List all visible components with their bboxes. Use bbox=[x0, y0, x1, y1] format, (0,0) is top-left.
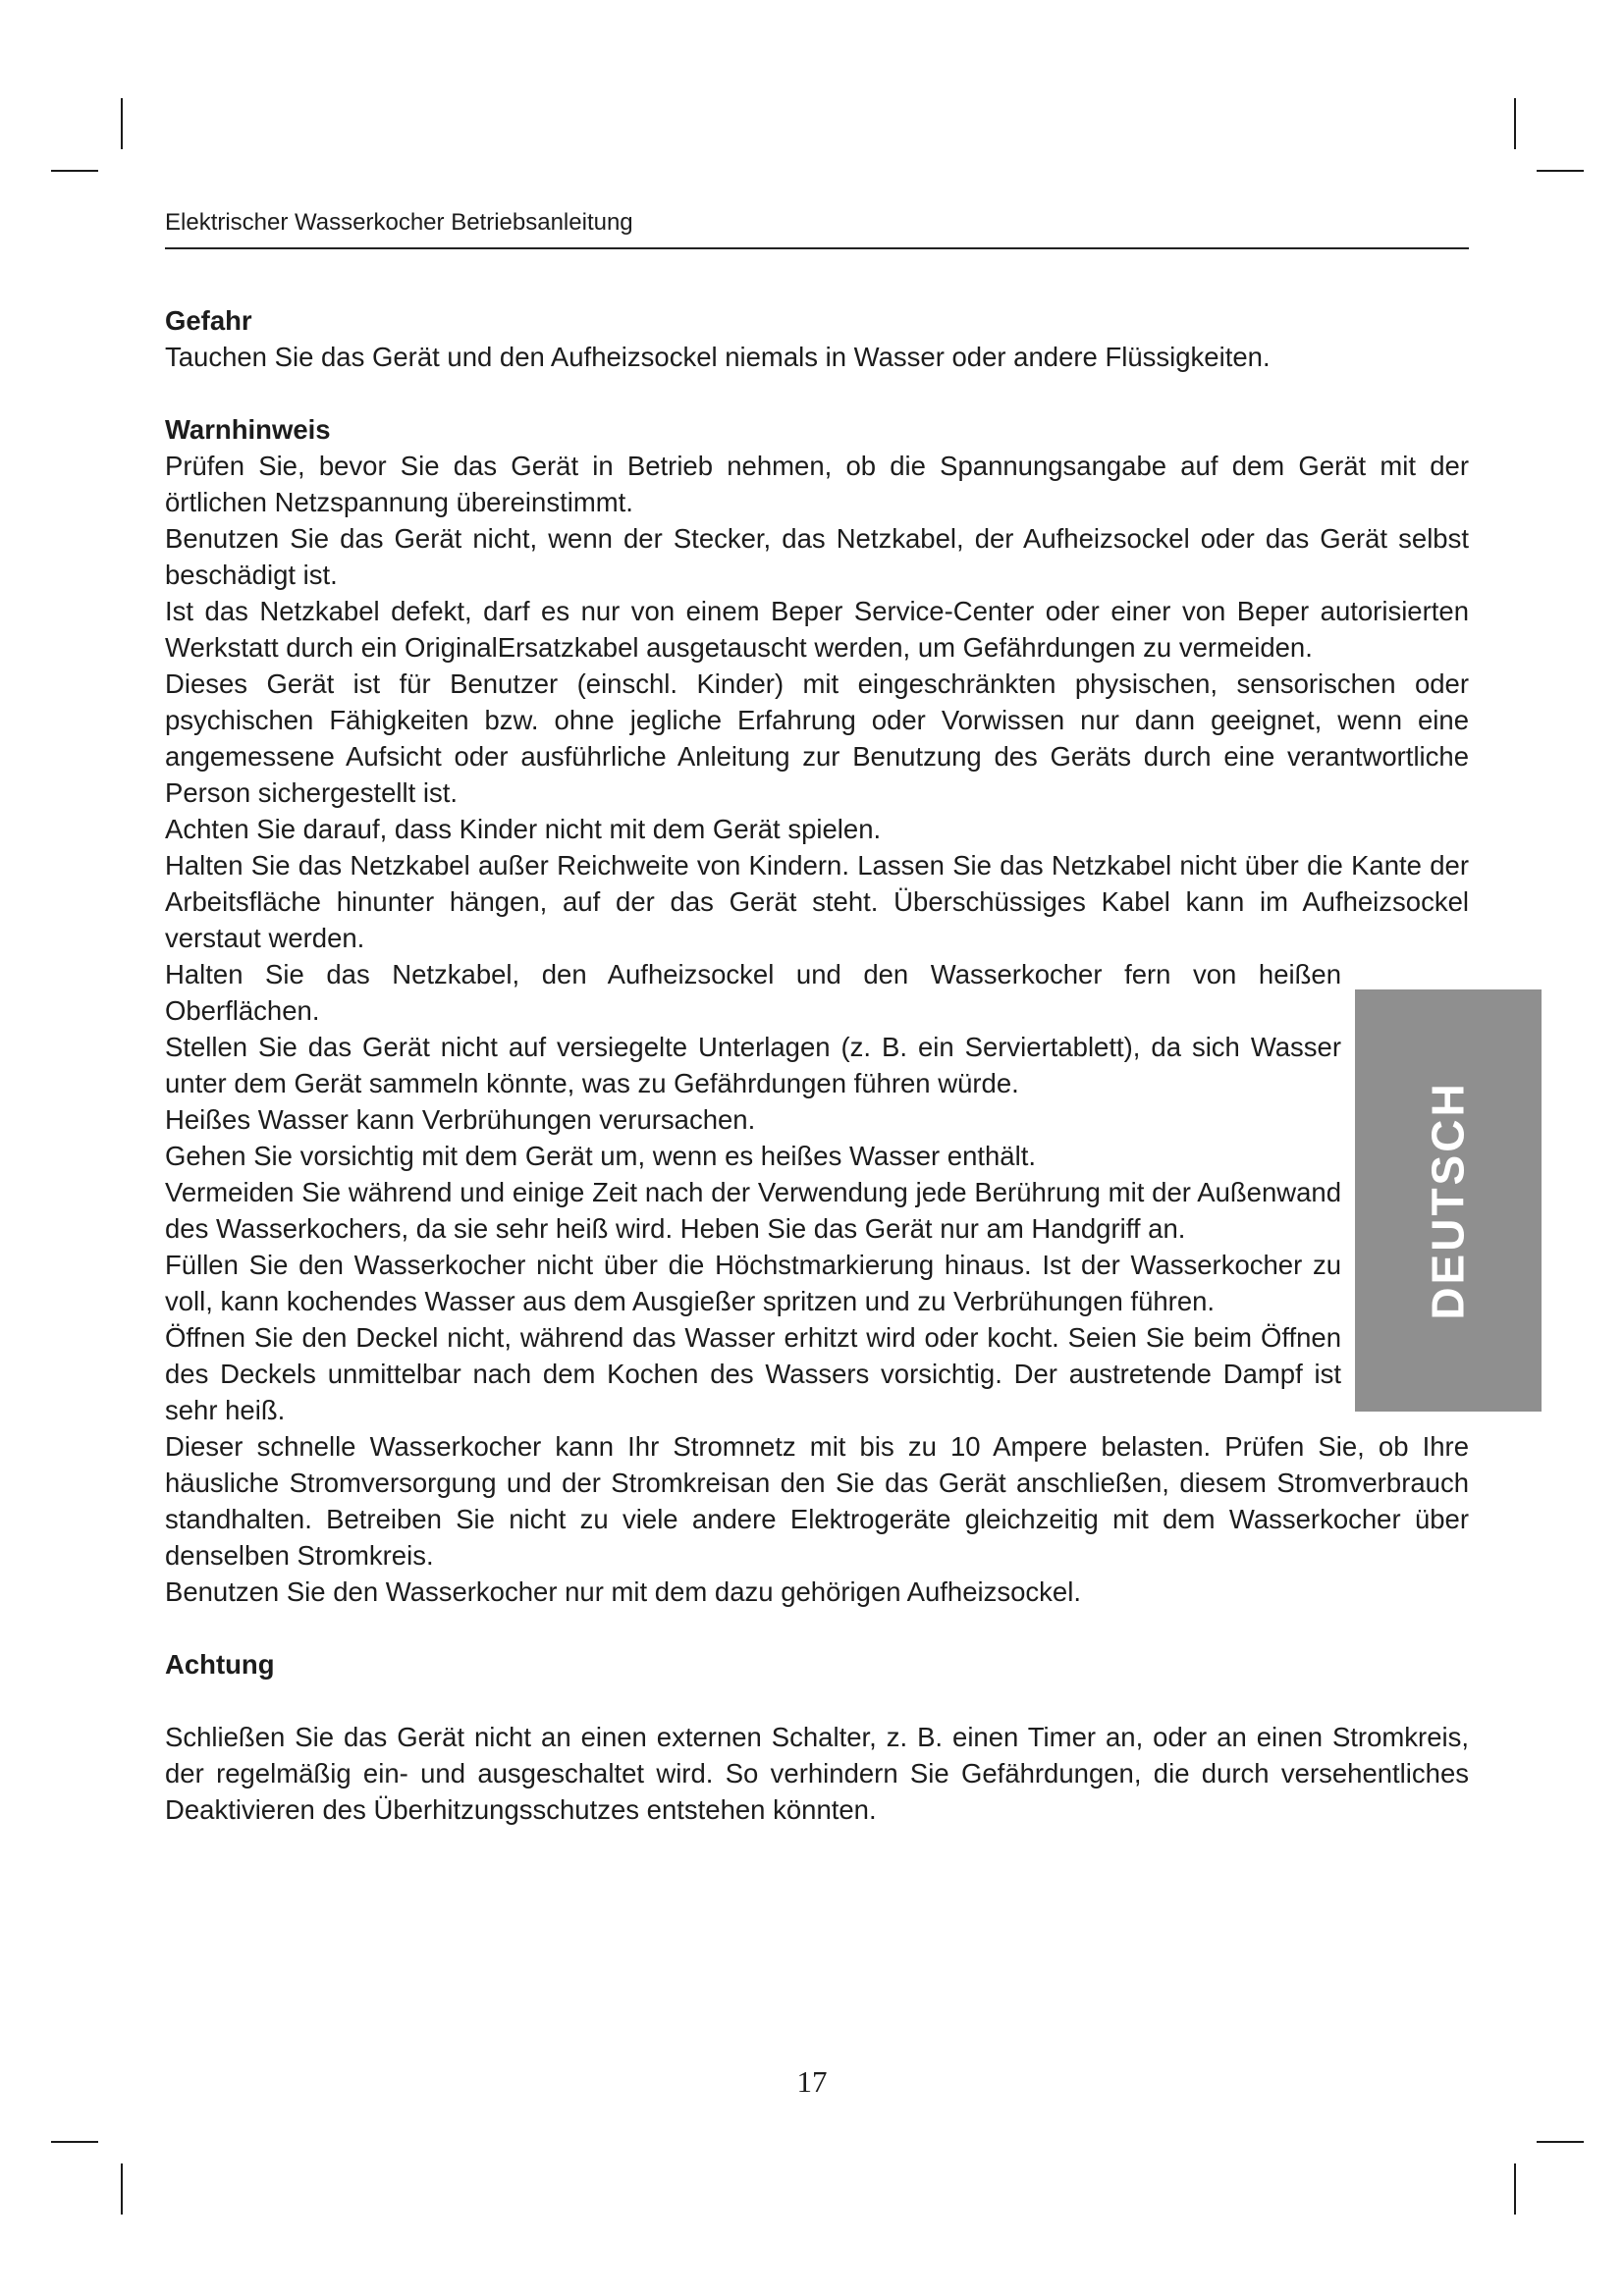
page-number: 17 bbox=[796, 2064, 828, 2099]
warning-paragraph: Gehen Sie vorsichtig mit dem Gerät um, wenn es heißes Wasser enthält. bbox=[165, 1141, 1036, 1171]
achtung-text: Schließen Sie das Gerät nicht an einen externen Schalter, z. B. einen Timer an, oder an einen Stromkreis, der regelmäßig ein- und ausgeschaltet wird. So verhindern Sie Gefährdungen, die durch versehentliches Deaktivieren des Überhitzungsschutzes entstehen könnten. bbox=[165, 1722, 1469, 1825]
warning-paragraph: Achten Sie darauf, dass Kinder nicht mit dem Gerät spielen. bbox=[165, 814, 882, 844]
crop-mark-top-right-horizontal bbox=[1537, 170, 1584, 172]
warning-paragraph: Ist das Netzkabel defekt, darf es nur von einem Beper Service-Center oder einer von Beper autorisierten Werkstatt durch ein OriginalErsatzkabel ausgetauscht werden, um Gefährdungen zu vermeiden. bbox=[165, 596, 1469, 663]
section-heading-warnhinweis: Warnhinweis bbox=[165, 414, 331, 445]
warning-paragraph: Dieses Gerät ist für Benutzer (einschl. Kinder) mit eingeschränkten physischen, sensorischen oder psychischen Fähigkeiten bzw. ohne jegliche Erfahrung oder Vorwissen nur dann geeignet, wenn eine angemessene Aufsicht oder ausführliche Anleitung zur Benutzung des Geräts durch eine verantwortliche Person sichergestellt ist. bbox=[165, 668, 1469, 808]
document-body bbox=[165, 302, 1469, 1828]
warning-paragraph: Heißes Wasser kann Verbrühungen verursachen. bbox=[165, 1104, 756, 1135]
warning-paragraph: Benutzen Sie das Gerät nicht, wenn der Stecker, das Netzkabel, der Aufheizsockel oder das Gerät selbst beschädigt ist. bbox=[165, 523, 1469, 590]
warning-paragraph: Halten Sie das Netzkabel, den Aufheizsockel und den Wasserkocher fern von heißen Oberflächen. bbox=[165, 959, 1341, 1026]
gefahr-text: Tauchen Sie das Gerät und den Aufheizsockel niemals in Wasser oder andere Flüssigkeiten. bbox=[165, 342, 1271, 372]
warning-paragraph: Dieser schnelle Wasserkocher kann Ihr Stromnetz mit bis zu 10 Ampere belasten. Prüfen Sie, ob Ihre häusliche Stromversorgung und der Stromkreisan den Sie das Gerät anschließen, diesem Stromverbrauch standhalten. Betreiben Sie nicht zu viele andere Elektrogeräte gleichzeitig mit dem Wasserkocher über denselben Stromkreis. bbox=[165, 1431, 1469, 1571]
warning-paragraph: Füllen Sie den Wasserkocher nicht über die Höchstmarkierung hinaus. Ist der Wasserkocher zu voll, kann kochendes Wasser aus dem Ausgießer spritzen und zu Verbrühungen führen. bbox=[165, 1250, 1341, 1316]
crop-mark-bottom-right-horizontal bbox=[1537, 2141, 1584, 2143]
running-header-title: Elektrischer Wasserkocher Betriebsanleitung bbox=[165, 209, 633, 236]
warning-paragraph: Benutzen Sie den Wasserkocher nur mit dem dazu gehörigen Aufheizsockel. bbox=[165, 1576, 1081, 1607]
section-heading-gefahr: Gefahr bbox=[165, 305, 252, 336]
crop-mark-top-right-vertical bbox=[1514, 98, 1516, 149]
warning-paragraph: Halten Sie das Netzkabel außer Reichweite von Kindern. Lassen Sie das Netzkabel nicht über die Kante der Arbeitsfläche hinunter hängen, auf der das Gerät steht. Überschüssiges Kabel kann im Aufheizsockel verstaut werden. bbox=[165, 850, 1469, 953]
warning-paragraph: Prüfen Sie, bevor Sie das Gerät in Betrieb nehmen, ob die Spannungsangabe auf dem Gerät mit der örtlichen Netzspannung übereinstimmt. bbox=[165, 451, 1469, 517]
section-heading-achtung: Achtung bbox=[165, 1649, 275, 1680]
crop-mark-bottom-left-horizontal bbox=[51, 2141, 98, 2143]
crop-mark-bottom-left-vertical bbox=[121, 2163, 123, 2215]
crop-mark-top-left-horizontal bbox=[51, 170, 98, 172]
warning-paragraph: Vermeiden Sie während und einige Zeit nach der Verwendung jede Berührung mit der Außenwand des Wasserkochers, da sie sehr heiß wird. Heben Sie das Gerät nur am Handgriff an. bbox=[165, 1177, 1341, 1244]
crop-mark-top-left-vertical bbox=[121, 98, 123, 149]
language-tab-label: DEUTSCH bbox=[1423, 1081, 1474, 1320]
warning-paragraph: Öffnen Sie den Deckel nicht, während das Wasser erhitzt wird oder kocht. Seien Sie beim Öffnen des Deckels unmittelbar nach dem Kochen des Wassers vorsichtig. Der austretende Dampf ist sehr heiß. bbox=[165, 1322, 1341, 1425]
running-header bbox=[165, 208, 1469, 249]
warning-paragraph: Stellen Sie das Gerät nicht auf versiegelte Unterlagen (z. B. ein Serviertablett), da sich Wasser unter dem Gerät sammeln könnte, was zu Gefährdungen führen würde. bbox=[165, 1032, 1341, 1098]
crop-mark-bottom-right-vertical bbox=[1514, 2163, 1516, 2215]
